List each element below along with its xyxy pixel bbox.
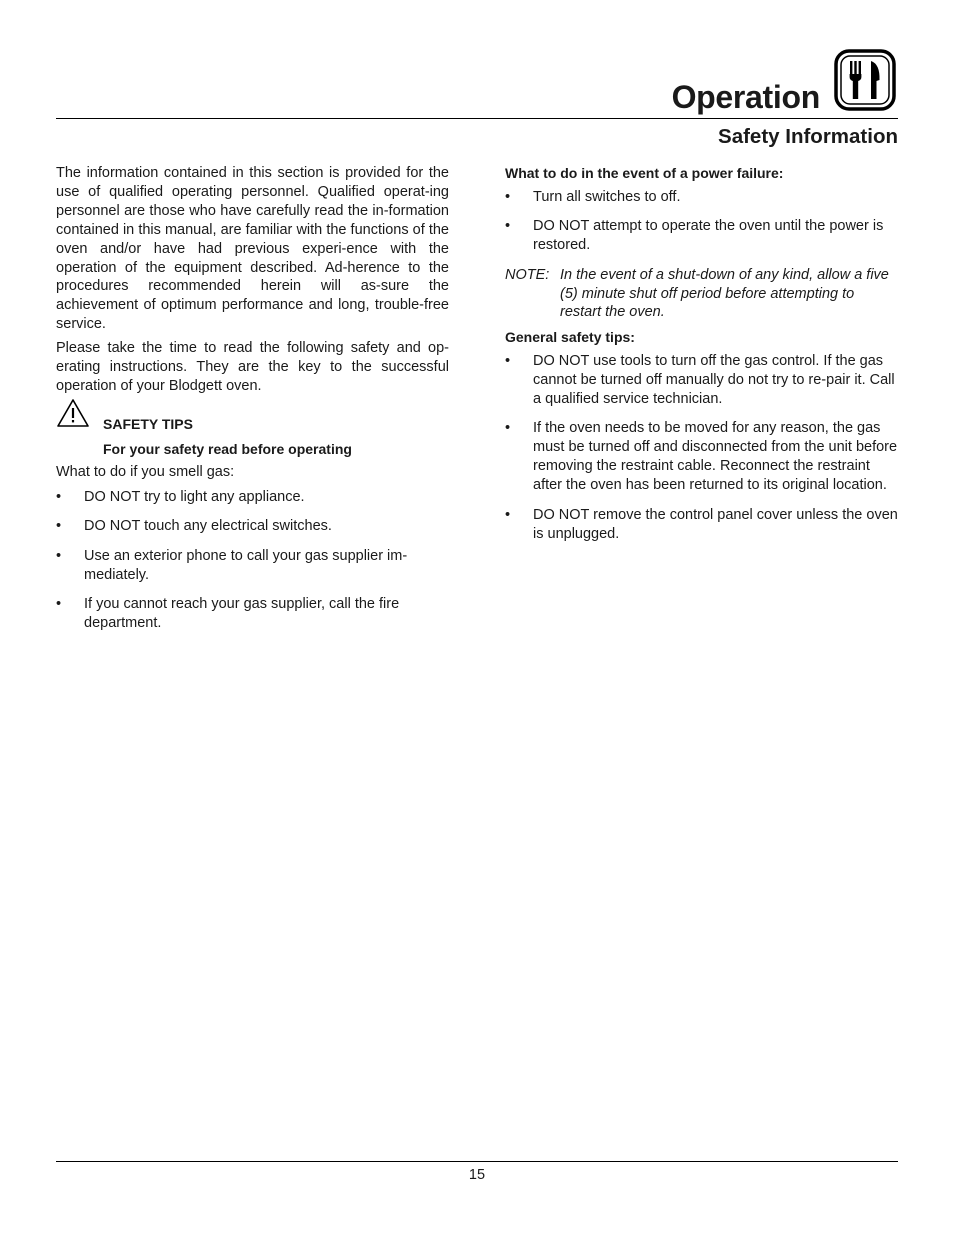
list-item-text: DO NOT touch any electrical switches. [84,518,332,535]
right-column [505,164,898,554]
gas-intro: What to do if you smell gas: [56,463,235,480]
fork-knife-icon [833,48,897,112]
list-item [505,419,898,495]
safety-tips-subheading: For your safety read before operating [103,440,352,457]
list-item-text: DO NOT try to light any appliance. [84,488,305,505]
list-item [505,352,898,409]
bullet-icon: • [56,595,62,612]
list-item-text: Turn all switches to off. [533,188,681,205]
bullet-icon: • [56,488,62,505]
bullet-icon: • [505,506,511,523]
list-item-text: If the oven needs to be moved for any reason, the gas must be turned off and disconnected from the unit before removing the restraint cable. Reconnect the restraint after the oven has been returned to its original location. [533,420,898,494]
bullet-icon: • [56,518,62,535]
intro-paragraph: The information contained in this section is provided for the use of qualified operating personnel. Qualified operat-ing personnel are those who have carefully read the in-formation contained in this manual, are familiar with the functions of the oven and/or have had previous experi-ence with the operation of the equipment described. Ad-herence to the procedures recommended herein will as-sure the achievement of optimum performance and long, trouble-free service. [56,165,449,333]
list-item [505,188,898,207]
list-item-text: DO NOT use tools to turn off the gas control. If the gas cannot be turned off manually do not try to re-pair it. Call a qualified service technician. [533,353,895,408]
left-column [56,164,449,643]
list-item-text: DO NOT attempt to operate the oven until the power is restored. [533,218,884,254]
list-item [56,488,449,507]
power-bullet-list [505,188,898,255]
gas-bullet-list [56,488,449,633]
list-item [56,517,449,536]
page-title: Operation [671,79,820,115]
bullet-icon: • [505,353,511,370]
list-item [56,595,449,633]
bullet-icon: • [505,218,511,235]
power-failure-heading: What to do in the event of a power failure: [505,165,784,181]
list-item [505,217,898,255]
general-bullet-list [505,352,898,543]
bullet-icon: • [505,188,511,205]
section-title: Safety Information [718,125,898,148]
warning-triangle-icon [56,398,90,428]
list-item [505,506,898,544]
page-number: 15 [468,1167,486,1183]
note-text: In the event of a shut-down of any kind, allow a five (5) minute shut off period before attempting to restart the oven. [560,266,889,321]
general-safety-heading: General safety tips: [505,329,635,346]
safety-tips-heading: SAFETY TIPS [103,415,193,432]
bullet-icon: • [56,547,62,564]
header-rule [56,118,898,119]
list-item [56,547,449,585]
list-item-text: If you cannot reach your gas supplier, call the fire department. [84,595,400,631]
list-item-text: DO NOT remove the control panel cover unless the oven is unplugged. [533,506,898,542]
bullet-icon: • [505,420,511,437]
note-label: NOTE: [505,266,550,283]
list-item-text: Use an exterior phone to call your gas supplier im-mediately. [84,547,408,583]
footer-rule [56,1161,898,1162]
note-block [505,266,898,323]
intro-paragraph-2: Please take the time to read the following safety and op-erating instructions. They are the key to the successful operation of your Blodgett oven. [56,340,449,394]
safety-tips-block [56,406,449,459]
